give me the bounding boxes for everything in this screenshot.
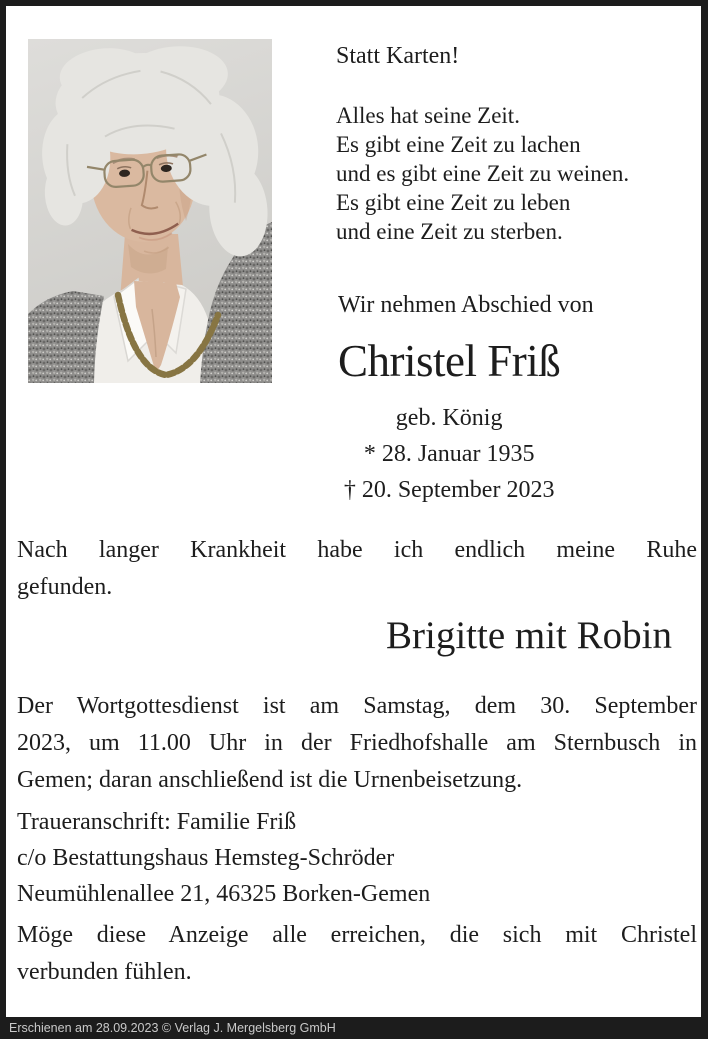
closing-message-line: Möge diese Anzeige alle erreichen, die sich mit Christel: [17, 922, 697, 948]
statt-karten-note: Statt Karten!: [336, 43, 460, 69]
publication-credit-bar: [6, 1017, 701, 1039]
personal-message-line: gefunden.: [17, 574, 113, 600]
farewell-intro: Wir nehmen Abschied von: [338, 292, 594, 318]
memorial-poem: [336, 101, 629, 246]
closing-message-line: verbunden fühlen.: [17, 959, 192, 985]
service-details-line: 2023, um 11.00 Uhr in der Friedhofshalle am Sternbusch in: [17, 730, 697, 756]
poem-line: Es gibt eine Zeit zu leben: [336, 190, 571, 215]
poem-line: und eine Zeit zu sterben.: [336, 219, 563, 244]
publication-credit: Erschienen am 28.09.2023 © Verlag J. Mergelsberg GmbH: [9, 1021, 336, 1035]
deceased-name-block: [338, 332, 560, 508]
poem-line: Es gibt eine Zeit zu lachen: [336, 132, 581, 157]
personal-message: [17, 532, 697, 606]
birth-date: * 28. Januar 1935: [363, 441, 535, 467]
poem-line: Alles hat seine Zeit.: [336, 103, 520, 128]
condolence-address: [17, 804, 697, 912]
personal-message-line: Nach langer Krankheit habe ich endlich meine Ruhe: [17, 537, 697, 563]
portrait-photo: [28, 39, 272, 383]
service-details: [17, 688, 697, 799]
service-details-line: Der Wortgottesdienst ist am Samstag, dem 30. September: [17, 693, 697, 719]
address-line: Traueranschrift: Familie Friß: [17, 809, 297, 835]
closing-message: [17, 917, 697, 991]
deceased-name: Christel Friß: [338, 336, 561, 386]
service-details-line: Gemen; daran anschließend ist die Urnenbeisetzung.: [17, 767, 523, 793]
address-line: Neumühlenallee 21, 46325 Borken-Gemen: [17, 881, 431, 907]
address-line: c/o Bestattungshaus Hemsteg-Schröder: [17, 845, 395, 871]
maiden-name: geb. König: [395, 405, 503, 431]
mourners-signature: Brigitte mit Robin: [385, 614, 672, 657]
death-date: † 20. September 2023: [343, 477, 555, 503]
portrait-photo-illustration: [28, 39, 272, 383]
poem-line: und es gibt eine Zeit zu weinen.: [336, 161, 630, 186]
